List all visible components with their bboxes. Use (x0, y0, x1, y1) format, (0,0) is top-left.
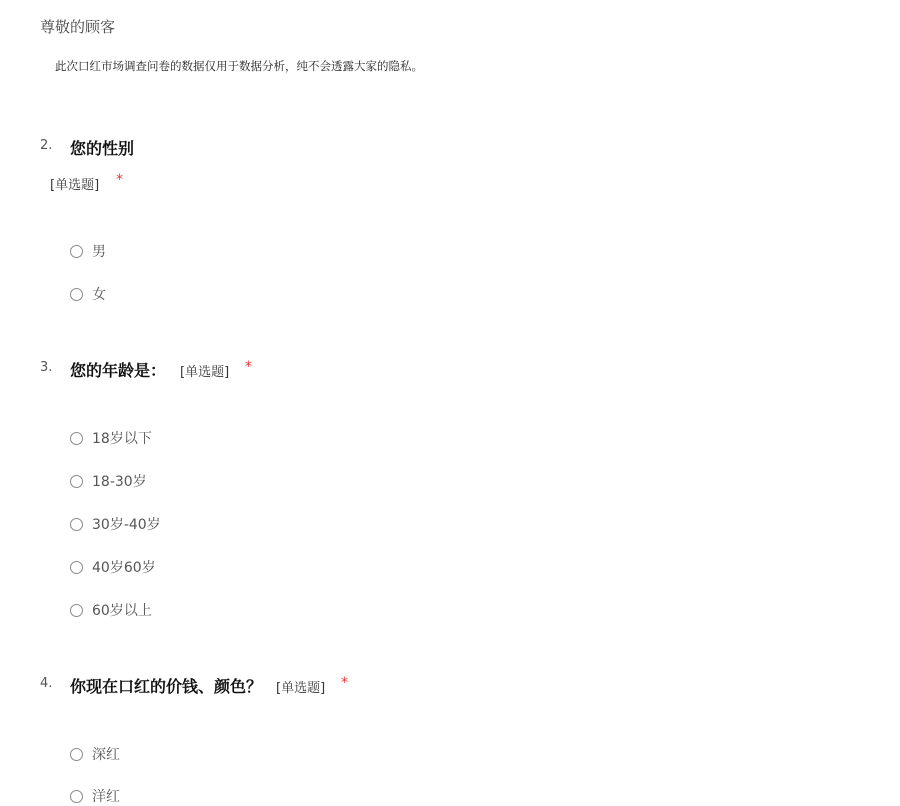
question-type-label: [单选题] (50, 178, 100, 193)
radio-button[interactable] (70, 518, 83, 531)
option-label: 18-30岁 (92, 474, 147, 490)
option-label: 30岁-40岁 (92, 517, 161, 533)
required-marker: * (341, 675, 348, 691)
radio-button[interactable] (70, 748, 83, 761)
option-age-30-40[interactable] (70, 515, 161, 533)
radio-button[interactable] (70, 475, 83, 488)
option-age-under-18[interactable] (70, 429, 152, 447)
required-marker: * (116, 172, 123, 188)
radio-button[interactable] (70, 790, 83, 803)
option-label: 男 (92, 244, 106, 260)
option-label: 18岁以下 (92, 431, 152, 447)
question-type-label: [单选题] (180, 365, 230, 380)
radio-button[interactable] (70, 245, 83, 258)
option-age-over-60[interactable] (70, 601, 152, 619)
radio-button[interactable] (70, 288, 83, 301)
question-title: 您的年龄是： (70, 361, 167, 380)
radio-button[interactable] (70, 604, 83, 617)
option-female[interactable] (70, 285, 106, 303)
option-label: 深红 (92, 747, 120, 763)
option-deep-red[interactable] (70, 745, 120, 763)
option-age-18-30[interactable] (70, 472, 147, 490)
option-label: 40岁60岁 (92, 560, 156, 576)
option-age-40-60[interactable] (70, 558, 156, 576)
survey-intro: 此次口红市场调查问卷的数据仅用于数据分析，纯不会透露大家的隐私。 (55, 59, 423, 73)
question-type-label: [单选题] (276, 681, 326, 696)
question-number: 4. (40, 676, 53, 691)
required-marker: * (245, 359, 252, 375)
option-label: 女 (92, 287, 106, 303)
survey-greeting: 尊敬的顾客 (40, 18, 116, 36)
option-label: 洋红 (92, 789, 120, 805)
question-title: 你现在口红的价钱、颜色？ (70, 677, 263, 696)
radio-button[interactable] (70, 561, 83, 574)
option-label: 60岁以上 (92, 603, 152, 619)
question-title: 您的性别 (70, 139, 135, 158)
question-number: 2. (40, 138, 53, 153)
radio-button[interactable] (70, 432, 83, 445)
question-number: 3. (40, 360, 53, 375)
option-male[interactable] (70, 242, 106, 260)
option-magenta[interactable] (70, 787, 120, 805)
